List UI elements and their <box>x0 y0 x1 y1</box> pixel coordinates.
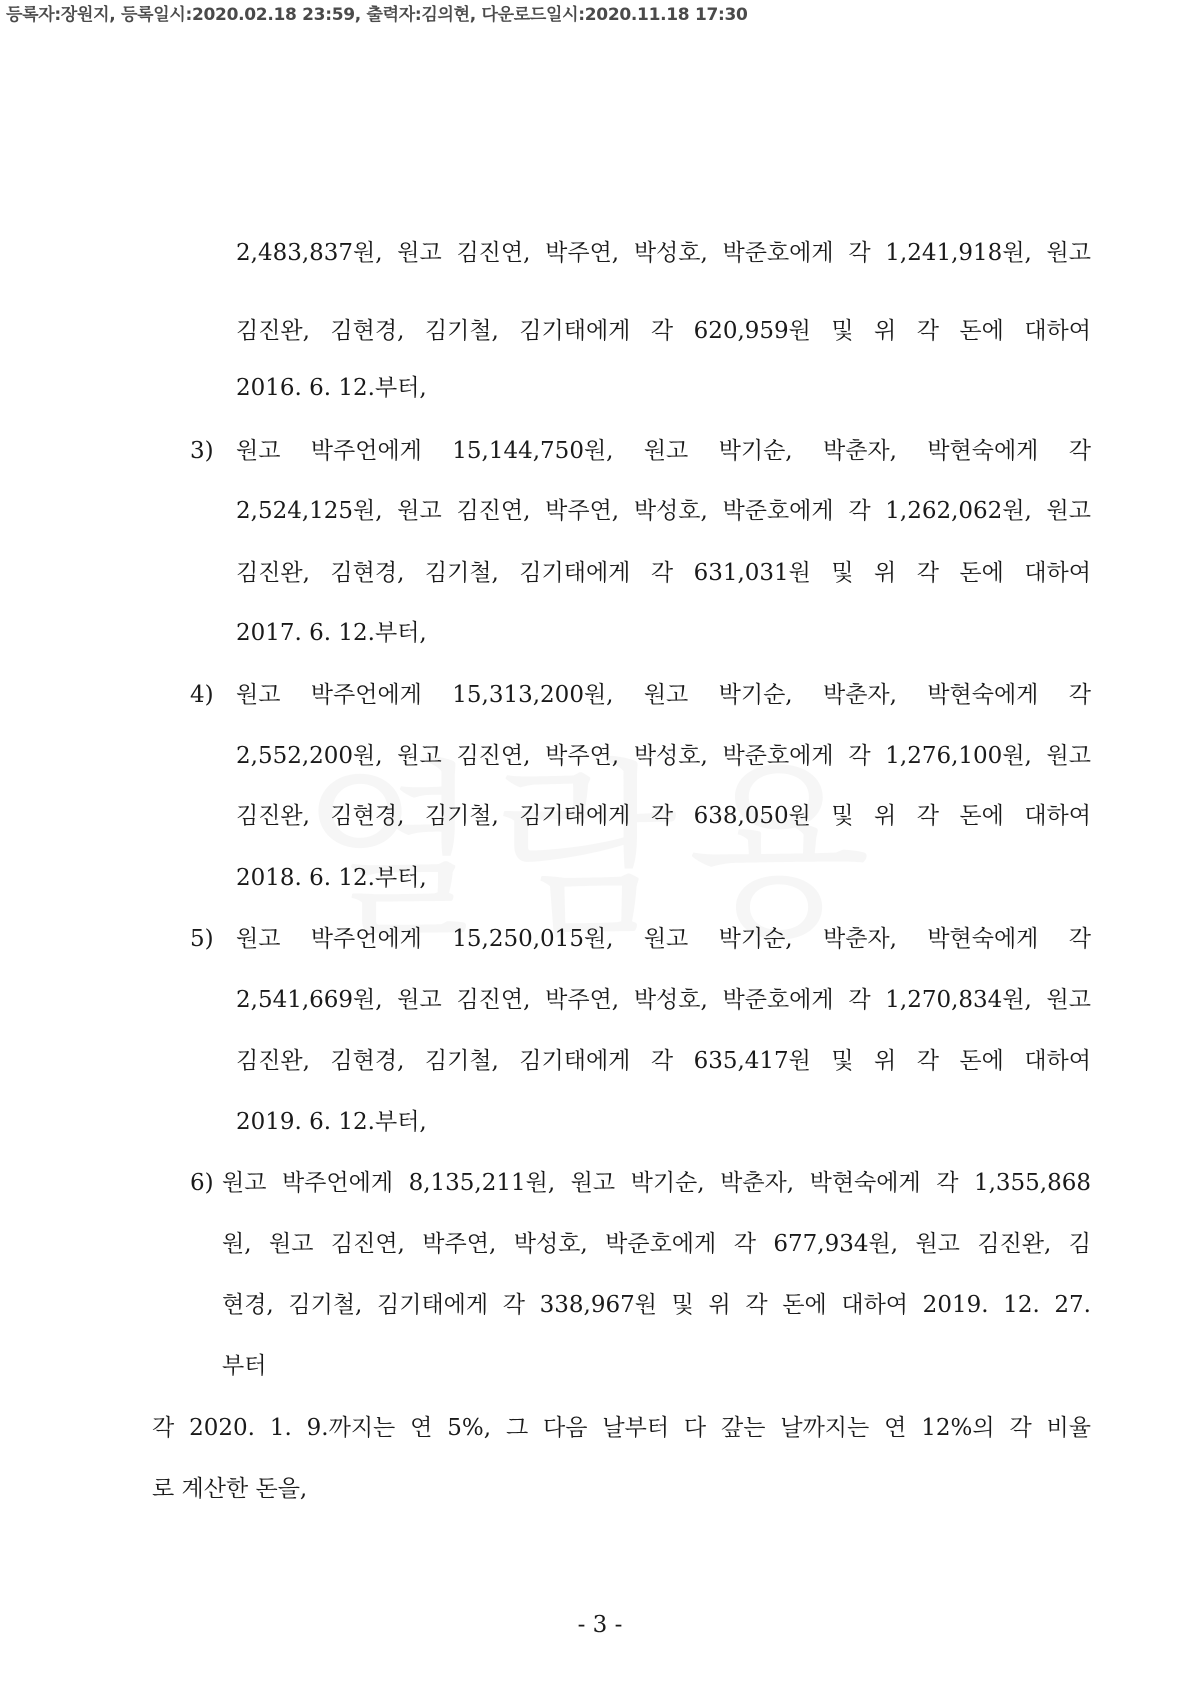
item-line: 김진완, 김현경, 김기철, 김기태에게 각 638,050원 및 위 각 돈에 대하여 <box>236 803 1091 829</box>
page-number: - 3 - <box>577 1612 623 1638</box>
item-line: 2018. 6. 12.부터, <box>236 865 427 891</box>
item-line: 2,524,125원, 원고 김진연, 박주연, 박성호, 박준호에게 각 1,262,062원, 원고 <box>236 498 1091 524</box>
item-line: 2016. 6. 12.부터, <box>236 375 427 401</box>
item-line: 2017. 6. 12.부터, <box>236 620 427 646</box>
item-line: 2019. 6. 12.부터, <box>236 1109 427 1135</box>
item-line: 2,483,837원, 원고 김진연, 박주연, 박성호, 박준호에게 각 1,241,918원, 원고 <box>236 240 1091 266</box>
item-number: 3) <box>190 438 214 464</box>
item-line: 원, 원고 김진연, 박주연, 박성호, 박준호에게 각 677,934원, 원고 김진완, 김 <box>222 1231 1091 1257</box>
item-number: 6) <box>190 1170 214 1196</box>
item-line: 부터 <box>222 1353 267 1379</box>
item-number: 5) <box>190 926 214 952</box>
item-line: 김진완, 김현경, 김기철, 김기태에게 각 620,959원 및 위 각 돈에 대하여 <box>236 318 1091 344</box>
item-line: 현경, 김기철, 김기태에게 각 338,967원 및 위 각 돈에 대하여 2019. 12. 27. <box>222 1292 1091 1318</box>
item-line: 원고 박주언에게 15,144,750원, 원고 박기순, 박춘자, 박현숙에게 각 <box>236 438 1091 464</box>
item-number: 4) <box>190 682 214 708</box>
item-line: 원고 박주언에게 8,135,211원, 원고 박기순, 박춘자, 박현숙에게 각 1,355,868 <box>222 1170 1091 1196</box>
item-line: 2,552,200원, 원고 김진연, 박주연, 박성호, 박준호에게 각 1,276,100원, 원고 <box>236 743 1091 769</box>
document-header: 등록자:장원지, 등록일시:2020.02.18 23:59, 출력자:김의현, 다운로드일시:2020.11.18 17:30 <box>6 5 748 25</box>
item-line: 김진완, 김현경, 김기철, 김기태에게 각 635,417원 및 위 각 돈에 대하여 <box>236 1048 1091 1074</box>
item-line: 원고 박주언에게 15,250,015원, 원고 박기순, 박춘자, 박현숙에게 각 <box>236 926 1091 952</box>
item-line: 김진완, 김현경, 김기철, 김기태에게 각 631,031원 및 위 각 돈에 대하여 <box>236 560 1091 586</box>
closing-line: 각 2020. 1. 9.까지는 연 5%, 그 다음 날부터 다 갚는 날까지는 연 12%의 각 비율 <box>152 1415 1091 1441</box>
closing-line: 로 계산한 돈을, <box>152 1476 308 1502</box>
item-line: 2,541,669원, 원고 김진연, 박주연, 박성호, 박준호에게 각 1,270,834원, 원고 <box>236 987 1091 1013</box>
item-line: 원고 박주언에게 15,313,200원, 원고 박기순, 박춘자, 박현숙에게 각 <box>236 682 1091 708</box>
